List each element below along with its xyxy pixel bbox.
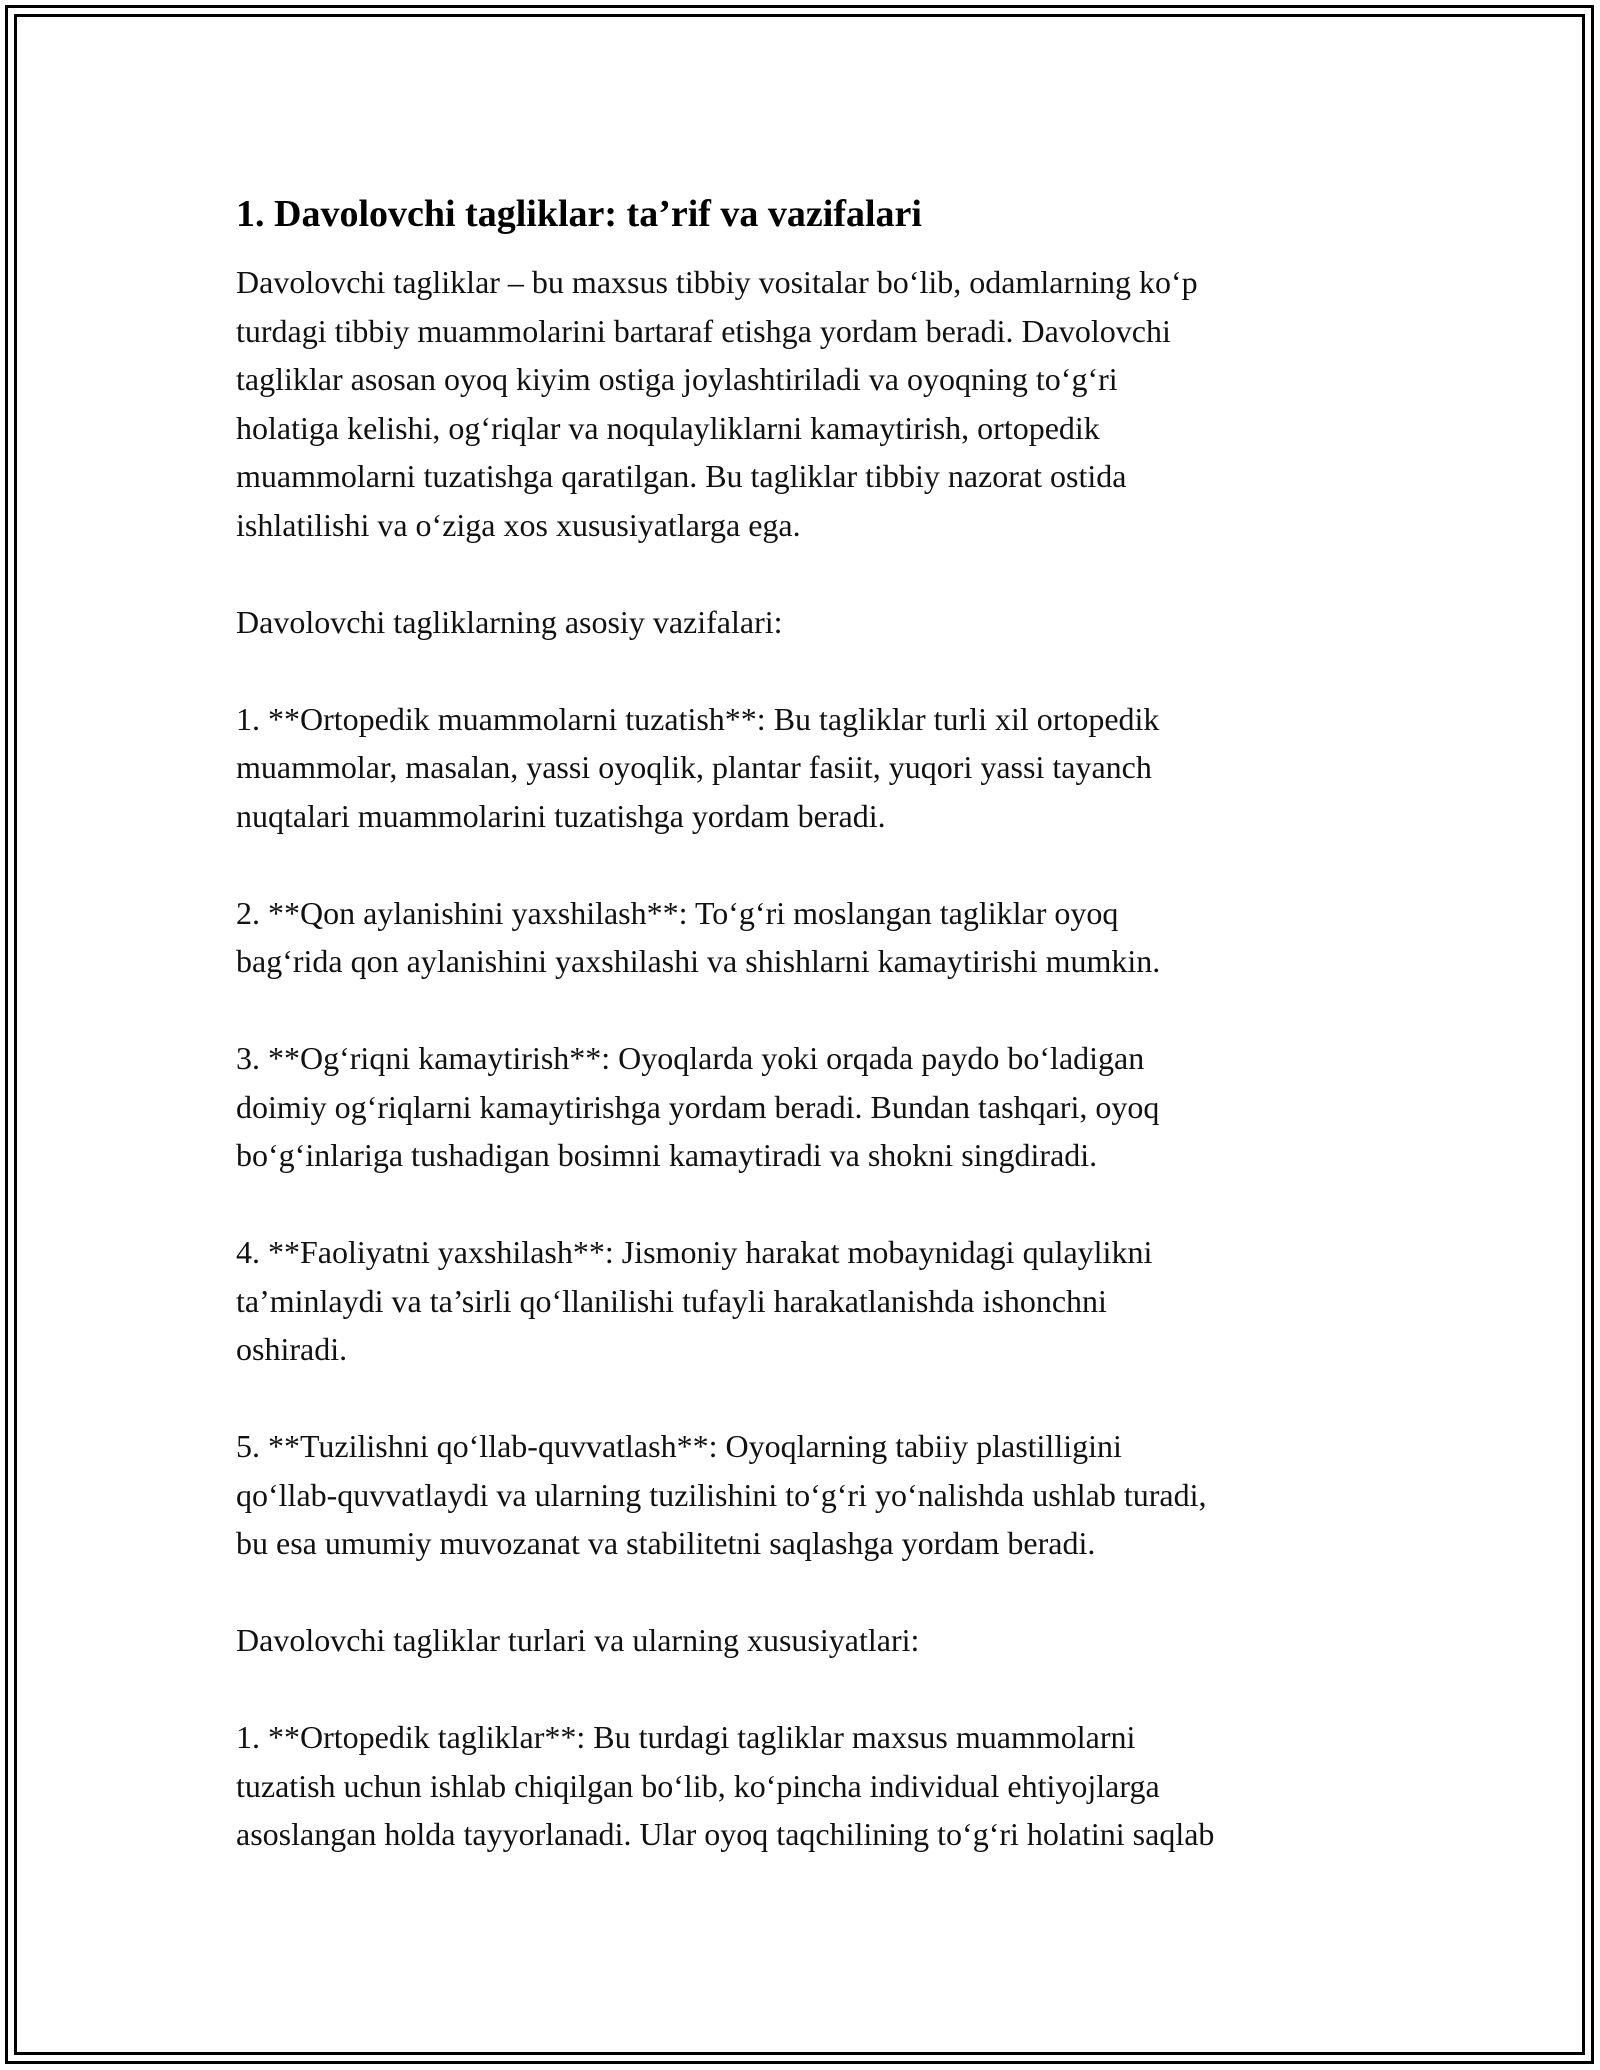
text-line: 3. **Og‘riqni kamaytirish**: Oyoqlarda yoki orqada paydo bo‘ladigan	[236, 1040, 1145, 1076]
paragraph-definition	[236, 258, 1366, 549]
list-item-function-5	[236, 1422, 1366, 1568]
text-line: oshiradi.	[236, 1331, 348, 1367]
text-line: bag‘rida qon aylanishini yaxshilashi va shishlarni kamaytirishi mumkin.	[236, 943, 1161, 979]
list-item-function-2	[236, 889, 1366, 986]
text-line: turdagi tibbiy muammolarini bartaraf etishga yordam beradi. Davolovchi	[236, 312, 1171, 349]
paragraph-types-intro	[236, 1616, 1366, 1665]
list-item-type-1	[236, 1713, 1366, 1859]
text-line: bo‘g‘inlariga tushadigan bosimni kamaytiradi va shokni singdiradi.	[236, 1137, 1098, 1173]
text-line: bu esa umumiy muvozanat va stabilitetni saqlashga yordam beradi.	[236, 1525, 1096, 1561]
text-line: tagliklar asosan oyoq kiyim ostiga joylashtiriladi va oyoqning to‘g‘ri	[236, 361, 1118, 397]
text-line: ishlatilishi va o‘ziga xos xususiyatlarga ega.	[236, 506, 801, 543]
text-line: tuzatish uchun ishlab chiqilgan bo‘lib, ko‘pincha individual ehtiyojlarga	[236, 1767, 1160, 1804]
text-line: asoslangan holda tayyorlanadi. Ular oyoq taqchilining to‘g‘ri holatini saqlab	[236, 1816, 1215, 1852]
text-line: Davolovchi tagliklar – bu maxsus tibbiy vositalar bo‘lib, odamlarning ko‘p	[236, 264, 1198, 300]
text-line: muammolar, masalan, yassi oyoqlik, plantar fasiit, yuqori yassi tayanch	[236, 749, 1152, 785]
text-line: nuqtalari muammolarini tuzatishga yordam beradi.	[236, 797, 886, 834]
text-line: muammolarni tuzatishga qaratilgan. Bu tagliklar tibbiy nazorat ostida	[236, 458, 1127, 494]
text-line: ta’minlaydi va ta’sirli qo‘llanilishi tufayli harakatlanishda ishonchni	[236, 1282, 1107, 1319]
text-line: 1. **Ortopedik muammolarni tuzatish**: Bu tagliklar turli xil ortopedik	[236, 700, 1160, 737]
document-body	[236, 190, 1366, 1859]
list-item-function-4	[236, 1228, 1366, 1374]
section-heading: 1. Davolovchi tagliklar: ta’rif va vazifalari	[236, 193, 922, 235]
text-line: Davolovchi tagliklar turlari va ularning xususiyatlari:	[236, 1622, 920, 1658]
text-line: 4. **Faoliyatni yaxshilash**: Jismoniy harakat mobaynidagi qulaylikni	[236, 1234, 1153, 1270]
text-line: holatiga kelishi, og‘riqlar va noqulayliklarni kamaytirish, ortopedik	[236, 409, 1100, 446]
list-item-function-3	[236, 1034, 1366, 1180]
text-line: 2. **Qon aylanishini yaxshilash**: To‘g‘ri moslangan tagliklar oyoq	[236, 894, 1119, 931]
text-line: 5. **Tuzilishni qo‘llab-quvvatlash**: Oyoqlarning tabiiy plastilligini	[236, 1428, 1122, 1464]
text-line: qo‘llab-quvvatlaydi va ularning tuzilishini to‘g‘ri yo‘nalishda ushlab turadi,	[236, 1476, 1207, 1513]
paragraph-functions-intro	[236, 598, 1366, 647]
text-line: 1. **Ortopedik tagliklar**: Bu turdagi tagliklar maxsus muammolarni	[236, 1719, 1136, 1755]
text-line: Davolovchi tagliklarning asosiy vazifalari:	[236, 603, 783, 640]
text-line: doimiy og‘riqlarni kamaytirishga yordam beradi. Bundan tashqari, oyoq	[236, 1088, 1160, 1125]
list-item-function-1	[236, 695, 1366, 841]
